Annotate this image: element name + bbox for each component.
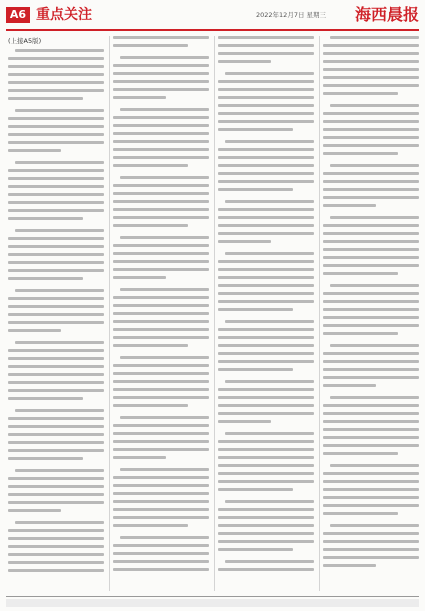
text-line [218, 232, 314, 235]
text-line [8, 537, 104, 540]
text-line [15, 49, 104, 52]
text-line [225, 200, 314, 203]
text-line [218, 508, 314, 511]
text-line [113, 244, 209, 247]
text-line [218, 208, 314, 211]
text-line [323, 240, 419, 243]
text-line [8, 209, 104, 212]
text-line [113, 552, 209, 555]
text-line [218, 156, 314, 159]
text-line [8, 297, 104, 300]
text-line [113, 396, 209, 399]
text-line [323, 136, 419, 139]
text-line [15, 109, 104, 112]
text-line [8, 477, 104, 480]
text-line [218, 456, 314, 459]
text-line [323, 452, 398, 455]
text-line [218, 180, 314, 183]
text-line [218, 336, 314, 339]
text-line [15, 341, 104, 344]
text-line [225, 500, 314, 503]
text-line [330, 524, 419, 527]
text-line [113, 336, 209, 339]
text-line [113, 268, 209, 271]
text-line [323, 188, 419, 191]
text-line [218, 260, 314, 263]
text-line [218, 328, 314, 331]
text-line [323, 512, 398, 515]
text-line [8, 349, 104, 352]
text-line [323, 412, 419, 415]
text-line [113, 132, 209, 135]
text-line [225, 140, 314, 143]
text-line [8, 193, 104, 196]
text-line [15, 409, 104, 412]
text-line [15, 289, 104, 292]
text-line [8, 357, 104, 360]
text-line [323, 480, 419, 483]
text-line [323, 44, 419, 47]
text-line [323, 272, 398, 275]
text-line [113, 500, 209, 503]
text-line [8, 493, 104, 496]
text-line [8, 529, 104, 532]
text-line [113, 184, 209, 187]
text-line [330, 104, 419, 107]
text-line [8, 117, 104, 120]
text-line [113, 124, 209, 127]
header-rule [6, 29, 419, 31]
text-line [8, 185, 104, 188]
text-line [8, 433, 104, 436]
text-line [323, 324, 419, 327]
text-line [113, 344, 188, 347]
text-line [330, 344, 419, 347]
text-line [15, 229, 104, 232]
text-line [323, 92, 398, 95]
text-line [218, 472, 314, 475]
text-line [218, 420, 271, 423]
text-line [113, 148, 209, 151]
text-line [8, 373, 104, 376]
text-line [8, 201, 104, 204]
text-line [218, 524, 314, 527]
text-line [8, 217, 83, 220]
text-line [113, 364, 209, 367]
text-line [323, 128, 419, 131]
text-line [113, 568, 209, 571]
text-line [323, 428, 419, 431]
text-column-2 [113, 36, 209, 576]
text-line [218, 404, 314, 407]
text-line [8, 237, 104, 240]
text-line [8, 561, 104, 564]
text-line [218, 532, 314, 535]
text-line [218, 216, 314, 219]
text-line [323, 360, 419, 363]
text-line [8, 81, 104, 84]
text-line [323, 264, 419, 267]
text-line [330, 464, 419, 467]
text-line [323, 556, 419, 559]
text-line [8, 381, 104, 384]
text-line [218, 352, 314, 355]
text-line [8, 125, 104, 128]
text-line [8, 501, 104, 504]
text-line [8, 553, 104, 556]
text-line [218, 360, 314, 363]
text-line [113, 440, 209, 443]
text-line [218, 488, 293, 491]
text-line [113, 432, 209, 435]
text-line [113, 192, 209, 195]
text-line [8, 269, 104, 272]
text-line [323, 180, 419, 183]
jump-from-label: (上接A5版) [8, 37, 42, 45]
text-line [218, 268, 314, 271]
text-line [218, 516, 314, 519]
text-line [8, 321, 104, 324]
text-line [323, 248, 419, 251]
text-line [113, 252, 209, 255]
text-line [113, 156, 209, 159]
text-line [8, 149, 61, 152]
text-line [218, 388, 314, 391]
column-text-block [323, 36, 419, 576]
text-line [113, 276, 166, 279]
section-title: 重点关注 [36, 7, 92, 23]
text-line [113, 404, 188, 407]
text-line [323, 436, 419, 439]
text-line [113, 44, 188, 47]
page-footer [6, 599, 419, 607]
text-line [218, 548, 293, 551]
text-line [225, 320, 314, 323]
text-line [218, 148, 314, 151]
text-line [8, 177, 104, 180]
text-line [323, 548, 419, 551]
text-line [218, 464, 314, 467]
text-line [323, 540, 419, 543]
text-line [323, 292, 419, 295]
text-line [113, 328, 209, 331]
text-line [120, 288, 209, 291]
text-line [113, 224, 188, 227]
text-line [218, 480, 314, 483]
text-line [120, 468, 209, 471]
text-line [218, 80, 314, 83]
text-line [323, 256, 419, 259]
text-line [323, 308, 419, 311]
text-line [113, 456, 166, 459]
text-line [113, 380, 209, 383]
text-line [323, 76, 419, 79]
text-line [8, 253, 104, 256]
text-line [8, 449, 104, 452]
text-line [323, 352, 419, 355]
text-line [8, 89, 104, 92]
text-line [120, 56, 209, 59]
column-divider [109, 36, 110, 591]
text-line [113, 516, 209, 519]
text-line [120, 236, 209, 239]
text-line [113, 424, 209, 427]
text-line [120, 176, 209, 179]
text-line [8, 397, 83, 400]
text-line [113, 484, 209, 487]
text-column-3 [218, 36, 314, 576]
text-line [218, 276, 314, 279]
text-line [113, 116, 209, 119]
page-header [6, 5, 419, 27]
text-line [323, 204, 376, 207]
text-line [323, 144, 419, 147]
text-line [8, 365, 104, 368]
text-line [225, 560, 314, 563]
text-line [323, 384, 376, 387]
text-line [218, 36, 314, 39]
text-line [113, 320, 209, 323]
text-line [8, 509, 61, 512]
text-column-1 [8, 36, 104, 577]
text-line [323, 52, 419, 55]
text-line [113, 88, 209, 91]
text-line [218, 104, 314, 107]
text-line [330, 216, 419, 219]
text-line [120, 108, 209, 111]
text-line [8, 389, 104, 392]
text-line [113, 36, 209, 39]
text-line [113, 260, 209, 263]
text-line [218, 448, 314, 451]
text-line [113, 72, 209, 75]
text-line [113, 96, 166, 99]
text-line [113, 372, 209, 375]
text-line [225, 380, 314, 383]
text-line [8, 261, 104, 264]
text-line [8, 441, 104, 444]
text-line [8, 569, 104, 572]
text-line [323, 60, 419, 63]
text-line [323, 196, 419, 199]
text-column-4 [323, 36, 419, 576]
text-line [8, 305, 104, 308]
text-line [8, 245, 104, 248]
paragraph-gap [323, 572, 419, 576]
text-line [113, 448, 209, 451]
text-line [323, 488, 419, 491]
text-line [330, 396, 419, 399]
text-line [218, 128, 293, 131]
text-line [225, 72, 314, 75]
text-line [15, 469, 104, 472]
text-line [113, 200, 209, 203]
text-line [120, 356, 209, 359]
text-line [218, 172, 314, 175]
text-line [218, 188, 293, 191]
text-line [323, 172, 419, 175]
text-line [323, 152, 398, 155]
text-line [218, 368, 293, 371]
text-line [323, 376, 419, 379]
text-line [218, 120, 314, 123]
text-line [8, 457, 83, 460]
text-line [330, 284, 419, 287]
text-line [8, 425, 104, 428]
column-text-block [113, 36, 209, 571]
text-line [323, 564, 376, 567]
text-line [218, 412, 314, 415]
masthead-logo: 海西晨报 [354, 5, 419, 24]
column-text-block [8, 49, 104, 572]
text-line [218, 284, 314, 287]
text-line [8, 485, 104, 488]
text-line [8, 417, 104, 420]
text-line [323, 496, 419, 499]
text-line [218, 112, 314, 115]
text-line [113, 296, 209, 299]
text-line [323, 368, 419, 371]
text-line [218, 44, 314, 47]
text-line [323, 332, 398, 335]
text-line [15, 161, 104, 164]
text-line [323, 84, 419, 87]
column-divider [214, 36, 215, 591]
text-line [113, 140, 209, 143]
text-line [113, 304, 209, 307]
text-line [113, 64, 209, 67]
text-line [218, 292, 314, 295]
text-line [113, 80, 209, 83]
footer-rule [6, 596, 419, 597]
text-line [8, 169, 104, 172]
text-line [218, 224, 314, 227]
text-line [8, 133, 104, 136]
text-line [323, 112, 419, 115]
text-line [323, 232, 419, 235]
text-line [323, 532, 419, 535]
text-line [323, 404, 419, 407]
text-line [218, 396, 314, 399]
text-line [113, 508, 209, 511]
text-line [8, 329, 61, 332]
text-line [218, 60, 271, 63]
text-line [323, 444, 419, 447]
text-line [113, 216, 209, 219]
text-line [323, 504, 419, 507]
text-line [323, 420, 419, 423]
text-line [218, 308, 293, 311]
text-line [113, 388, 209, 391]
text-line [8, 313, 104, 316]
text-line [225, 432, 314, 435]
page-number: A6 [6, 7, 30, 23]
text-line [8, 57, 104, 60]
dateline: 2022年12月7日 星期三 [256, 11, 327, 19]
text-line [225, 252, 314, 255]
text-line [8, 73, 104, 76]
text-line [113, 492, 209, 495]
column-text-block [218, 36, 314, 571]
text-line [323, 472, 419, 475]
text-line [218, 540, 314, 543]
text-line [8, 141, 104, 144]
text-line [323, 316, 419, 319]
text-line [113, 164, 188, 167]
text-line [113, 312, 209, 315]
text-line [8, 65, 104, 68]
text-line [218, 96, 314, 99]
text-line [218, 240, 271, 243]
text-line [113, 544, 209, 547]
text-line [218, 164, 314, 167]
text-line [218, 52, 314, 55]
text-line [8, 97, 83, 100]
text-line [15, 521, 104, 524]
column-divider [319, 36, 320, 591]
text-line [218, 300, 314, 303]
text-line [218, 344, 314, 347]
text-line [113, 524, 188, 527]
text-line [218, 440, 314, 443]
text-line [218, 88, 314, 91]
text-line [323, 224, 419, 227]
text-line [323, 68, 419, 71]
text-line [323, 300, 419, 303]
text-line [113, 560, 209, 563]
text-line [8, 277, 83, 280]
text-line [323, 120, 419, 123]
text-line [113, 476, 209, 479]
text-line [218, 568, 314, 571]
text-line [8, 545, 104, 548]
text-line [120, 536, 209, 539]
text-line [113, 208, 209, 211]
text-line [120, 416, 209, 419]
text-line [330, 36, 419, 39]
text-line [330, 164, 419, 167]
